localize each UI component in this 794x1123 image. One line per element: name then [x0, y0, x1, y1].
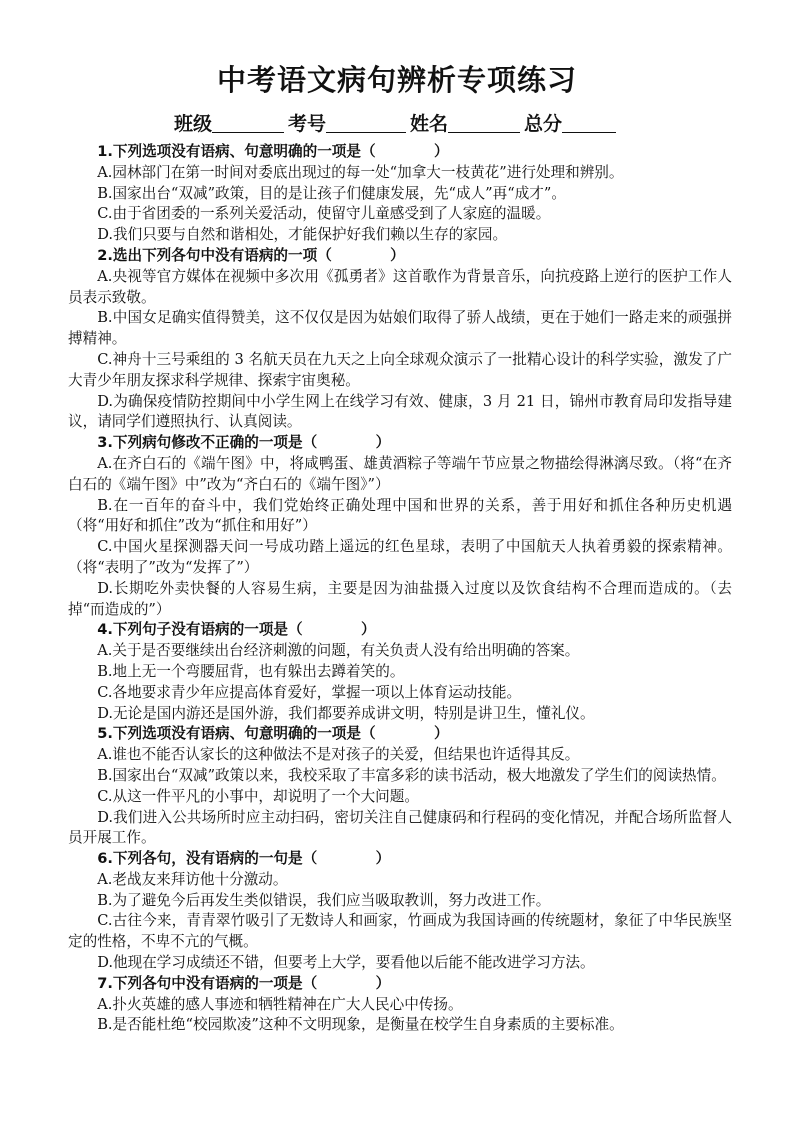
score-label: 总分: [524, 113, 563, 135]
question-stem: 1.下列选项没有语病、句意明确的一项是（ ）: [97, 143, 449, 160]
option-item: B.中国女足确实值得赞美，这不仅仅是因为姑娘们取得了骄人战绩，更在于她们一路走来的顽强拼搏精神。: [68, 309, 732, 348]
class-label: 班级: [173, 113, 212, 135]
option-item: B.是否能杜绝“校园欺凌”这种不文明现象，是衡量在校学生自身素质的主要标准。: [97, 1016, 624, 1034]
option-item: B.在一百年的奋斗中，我们党始终正确处理中国和世界的关系，善于用好和抓住各种历史机遇（将“用好和抓住”改为“抓住和用好”）: [68, 496, 732, 535]
option-item: B.国家出台“双减”政策，目的是让孩子们健康发展，先“成人”再“成才”。: [97, 184, 566, 202]
option-item: A.老战友来拜访他十分激动。: [97, 870, 288, 888]
option-item: C.由于省团委的一系列关爱活动，使留守儿童感受到了人家庭的温暖。: [97, 205, 551, 223]
question-stem: 4.下列句子没有语病的一项是（ ）: [97, 621, 376, 639]
question-stem: 3.下列病句修改不正确的一项是（ ）: [97, 434, 391, 452]
class-blank[interactable]: [212, 112, 284, 133]
option-item: B.为了避免今后再发生类似错误，我们应当吸取教训，努力改进工作。: [97, 891, 551, 909]
number-label: 考号: [287, 113, 326, 135]
student-info-row: [0, 110, 794, 138]
option-item: D.我们进入公共场所时应主动扫码，密切关注自己健康码和行程码的变化情况，并配合场所监督人员开展工作。: [68, 808, 732, 847]
option-item: D.我们只要与自然和谐相处，才能保护好我们赖以生存的家园。: [97, 226, 508, 244]
question-stem: 2.选出下列各句中没有语病的一项（ ）: [97, 246, 405, 264]
page-title: 中考语文病句辨析专项练习: [216, 63, 577, 97]
option-item: C.各地要求青少年应提高体育爱好，掌握一项以上体育运动技能。: [97, 683, 522, 701]
option-item: D.无论是国内游还是国外游，我们都要养成讲文明，特别是讲卫生，懂礼仪。: [97, 704, 595, 722]
number-blank[interactable]: [326, 112, 406, 133]
option-item: A.谁也不能否认家长的这种做法不是对孩子的关爱，但结果也许适得其反。: [97, 746, 580, 764]
option-item: D.他现在学习成绩还不错，但要考上大学，要看他以后能不能改进学习方法。: [97, 954, 595, 972]
option-item: C.中国火星探测器天问一号成功踏上遥远的红色星球，表明了中国航天人执着勇毅的探索精神。（将“表明了”改为“发挥了”）: [68, 538, 732, 576]
option-item: A.扑火英雄的感人事迹和牺牲精神在广大人民心中传扬。: [97, 995, 463, 1013]
option-item: A.央视等官方媒体在视频中多次用《孤勇者》这首歌作为背景音乐，向抗疫路上逆行的医护工作人员表示致敬。: [68, 267, 732, 306]
option-item: B.国家出台“双减”政策以来，我校采取了丰富多彩的读书活动，极大地激发了学生们的阅读热情。: [97, 766, 726, 784]
question-stem: 6.下列各句，没有语病的一句是（ ）: [97, 850, 391, 868]
option-item: C.神舟十三号乘组的 3 名航天员在九天之上向全球观众演示了一批精心设计的科学实验，激发了广大青少年朋友探求科学规律、探索宇宙奥秘。: [68, 350, 732, 389]
score-blank[interactable]: [562, 112, 616, 133]
option-item: C.从这一件平凡的小事中，却说明了一个大问题。: [97, 787, 419, 805]
option-item: C.古往今来，青青翠竹吸引了无数诗人和画家，竹画成为我国诗画的传统题材，象征了中华民族坚定的性格，不卑不亢的气概。: [68, 912, 732, 951]
name-blank[interactable]: [448, 112, 520, 133]
name-label: 姓名: [410, 113, 449, 135]
option-item: A.园林部门在第一时间对委底出现过的每一处“加拿大一枝黄花”进行处理和辨别。: [97, 163, 624, 181]
option-item: A.关于是否要继续出台经济刺激的问题，有关负责人没有给出明确的答案。: [97, 642, 580, 660]
question-stem: 5.下列选项没有语病、句意明确的一项是（ ）: [97, 725, 449, 743]
option-item: D.长期吃外卖快餐的人容易生病，主要是因为油盐摄入过度以及饮食结构不合理而造成的。（去掉“而造成的”）: [68, 579, 732, 618]
option-item: A.在齐白石的《端午图》中，将咸鸭蛋、雄黄酒粽子等端午节应景之物描绘得淋漓尽致。（将“在齐白石的《端午图》中”改为“齐白石的《端午图》”）: [68, 454, 732, 493]
question-list: [68, 142, 732, 1036]
option-item: D.为确保疫情防控期间中小学生网上在线学习有效、健康，3 月 21 日，锦州市教育局印发指导建议，请同学们遵照执行、认真阅读。: [68, 392, 732, 431]
question-stem: 7.下列各句中没有语病的一项是（ ）: [97, 974, 391, 992]
option-item: B.地上无一个弯腰屈背，也有躲出去蹲着笑的。: [97, 662, 405, 680]
